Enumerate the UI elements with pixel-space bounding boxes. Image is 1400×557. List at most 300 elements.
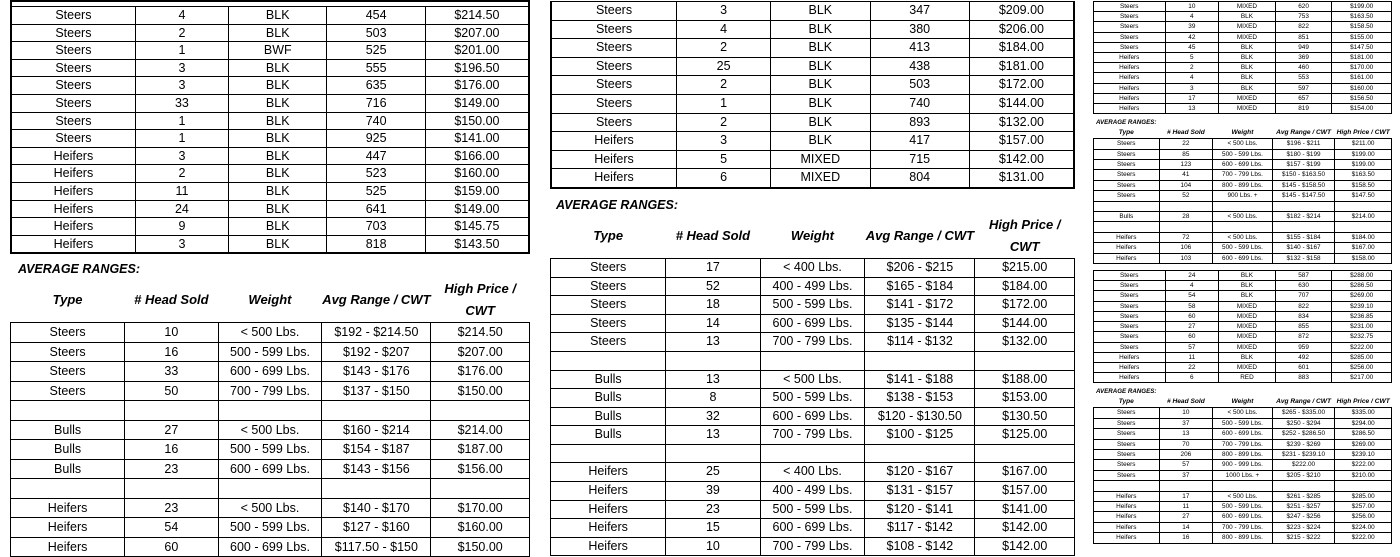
table-cell: 2 (677, 113, 771, 132)
table-cell: 3 (135, 147, 228, 165)
table-cell: Heifers (1094, 533, 1160, 543)
table-cell: 2 (135, 165, 228, 183)
table-cell: $100 - $125 (865, 426, 975, 445)
table-cell: 23 (666, 500, 760, 519)
header-high-price: High Price / CWT (444, 281, 516, 319)
header-avg-range: Avg Range / CWT (1276, 129, 1332, 137)
table-cell: MIXED (1219, 332, 1276, 342)
table-cell: Heifers (1094, 93, 1166, 103)
table-cell: Heifers (11, 147, 135, 165)
table-cell: $206 - $215 (865, 258, 975, 277)
table-cell: 10 (1165, 2, 1219, 12)
table-cell: 45 (1165, 42, 1219, 52)
header-weight: Weight (1231, 398, 1254, 406)
spacer-cell (1159, 222, 1213, 232)
table-cell: < 500 Lbs. (760, 370, 865, 389)
table-cell: Heifers (551, 132, 677, 151)
table-row (11, 59, 529, 77)
table-cell: MIXED (1219, 2, 1276, 12)
table-cell: 9 (135, 218, 228, 236)
table-row (1094, 253, 1392, 263)
table-cell: 4 (1165, 281, 1219, 291)
table-cell: 206 (1159, 449, 1213, 459)
table-cell: < 500 Lbs. (1213, 408, 1273, 418)
table-cell: Steers (1094, 42, 1166, 52)
table-cell: Heifers (11, 218, 135, 236)
table-cell: Steers (1094, 12, 1166, 22)
table-cell: Heifers (11, 498, 125, 518)
table-row (11, 440, 530, 460)
table-row (1094, 32, 1392, 42)
table-row (11, 235, 529, 253)
table-cell: $157 - $199 (1272, 160, 1335, 170)
table-cell: $269.00 (1332, 291, 1392, 301)
table-cell: 37 (1159, 418, 1213, 428)
table-cell: Heifers (11, 518, 125, 538)
table-cell: $135 - $144 (865, 314, 975, 333)
table-cell: $181.00 (1332, 53, 1392, 63)
table-cell: BLK (229, 59, 327, 77)
header-type: Type (593, 227, 624, 243)
table-row (11, 218, 529, 236)
table-cell: $150 - $163.50 (1272, 170, 1335, 180)
table-cell: BLK (229, 182, 327, 200)
spacer-cell (666, 444, 760, 463)
table-cell: MIXED (1219, 32, 1276, 42)
table-row (1094, 512, 1392, 522)
table-cell: $172.00 (975, 296, 1075, 315)
table-cell: BLK (229, 7, 327, 25)
table-cell: 1 (135, 112, 228, 130)
spacer-cell (1272, 222, 1335, 232)
table-cell: $143 - $176 (322, 362, 431, 382)
table-cell: 492 (1275, 352, 1332, 362)
header-head-sold: # Head Sold (1166, 129, 1205, 137)
right-sales-body-2 (1094, 271, 1392, 383)
left-sales-table (10, 6, 530, 254)
table-cell: BLK (229, 130, 327, 148)
table-cell: Heifers (1094, 501, 1160, 511)
spacer-cell (322, 479, 431, 499)
table-cell: $141 - $172 (865, 296, 975, 315)
table-cell: Steers (1094, 439, 1160, 449)
table-cell: 10 (1159, 408, 1213, 418)
table-cell: $188.00 (975, 370, 1075, 389)
table-cell: RED (1219, 373, 1276, 383)
table-cell: 818 (327, 235, 425, 253)
table-cell: 2 (1165, 63, 1219, 73)
table-cell: 500 - 599 Lbs. (218, 518, 322, 538)
table-row (1094, 491, 1392, 501)
table-cell: MIXED (1219, 22, 1276, 32)
table-cell: $145.75 (425, 218, 529, 236)
table-cell: 500 - 599 Lbs. (1213, 418, 1273, 428)
spacer-row (551, 351, 1075, 370)
table-row (11, 130, 529, 148)
table-cell: BLK (229, 165, 327, 183)
table-row (11, 165, 529, 183)
table-cell: $239.10 (1335, 449, 1392, 459)
table-cell: Steers (11, 77, 135, 95)
table-cell: 707 (1275, 291, 1332, 301)
table-row (551, 426, 1075, 445)
table-cell: Heifers (1094, 512, 1160, 522)
table-cell: Heifers (1094, 352, 1166, 362)
table-cell: $335.00 (1335, 408, 1392, 418)
table-row (1094, 149, 1392, 159)
table-cell: Steers (1094, 139, 1160, 149)
table-cell: $214.00 (431, 420, 530, 440)
table-row (1094, 373, 1392, 383)
spacer-row (551, 444, 1075, 463)
table-row (1094, 460, 1392, 470)
table-cell: 5 (1165, 53, 1219, 63)
table-cell: 740 (327, 112, 425, 130)
table-cell: 447 (327, 147, 425, 165)
table-cell: 27 (1165, 322, 1219, 332)
table-cell: $223 - $224 (1272, 522, 1335, 532)
table-cell: 740 (870, 94, 969, 113)
table-cell: Steers (1094, 449, 1160, 459)
spacer-cell (551, 351, 666, 370)
table-cell: 52 (666, 277, 760, 296)
table-cell: BLK (771, 113, 870, 132)
table-cell: < 500 Lbs. (218, 498, 322, 518)
table-cell: Steers (1094, 149, 1160, 159)
table-cell: 57 (1159, 460, 1213, 470)
table-cell: Steers (1094, 291, 1166, 301)
table-row (1094, 522, 1392, 532)
table-cell: Steers (11, 94, 135, 112)
table-cell: $192 - $207 (322, 342, 431, 362)
table-cell: $252 - $286.50 (1272, 429, 1335, 439)
table-cell: $215 - $222 (1272, 533, 1335, 543)
table-cell: 553 (1275, 73, 1332, 83)
spacer-cell (551, 444, 666, 463)
table-cell: 500 - 599 Lbs. (1213, 501, 1273, 511)
spacer-row (11, 401, 530, 421)
table-row (551, 57, 1074, 76)
table-cell: 500 - 599 Lbs. (218, 342, 322, 362)
table-cell: 25 (666, 463, 760, 482)
table-cell: MIXED (1219, 362, 1276, 372)
spacer-cell (1094, 481, 1160, 491)
right-sales-table-2 (1093, 270, 1392, 383)
table-cell: Heifers (1094, 373, 1166, 383)
table-cell: 17 (666, 258, 760, 277)
table-cell: $170.00 (431, 498, 530, 518)
table-row (1094, 429, 1392, 439)
table-cell: Steers (551, 314, 666, 333)
middle-average-ranges-title: AVERAGE RANGES: (556, 197, 679, 212)
table-cell: 500 - 599 Lbs. (760, 500, 865, 519)
table-cell: $125.00 (975, 426, 1075, 445)
table-cell: < 500 Lbs. (1213, 491, 1273, 501)
spacer-cell (218, 401, 322, 421)
table-cell: 819 (1275, 104, 1332, 114)
table-row (11, 498, 530, 518)
table-cell: Steers (551, 2, 677, 21)
left-column (0, 0, 540, 554)
table-row (1094, 332, 1392, 342)
table-cell: $180 - $199 (1272, 149, 1335, 159)
table-cell: 417 (870, 132, 969, 151)
table-cell: 800 - 899 Lbs. (1213, 449, 1273, 459)
table-cell: $143 - $156 (322, 459, 431, 479)
table-cell: 503 (327, 24, 425, 42)
middle-sales-table (550, 1, 1075, 189)
table-cell: Heifers (551, 150, 677, 169)
table-cell: 6 (677, 169, 771, 188)
table-cell: $170.00 (1332, 63, 1392, 73)
table-cell: $239 - $269 (1272, 439, 1335, 449)
table-row (1094, 301, 1392, 311)
table-cell: 39 (666, 482, 760, 501)
right-column (1085, 0, 1400, 542)
spacer-cell (1272, 201, 1335, 211)
table-cell: 3 (135, 77, 228, 95)
right-average-ranges-title-2: AVERAGE RANGES: (1096, 388, 1157, 396)
table-cell: 855 (1275, 322, 1332, 332)
table-cell: $132.00 (975, 333, 1075, 352)
table-cell: $224.00 (1335, 522, 1392, 532)
table-row (1094, 83, 1392, 93)
table-cell: 600 - 699 Lbs. (760, 407, 865, 426)
table-cell: 85 (1159, 149, 1213, 159)
table-cell: $250 - $294 (1272, 418, 1335, 428)
table-cell: Heifers (1094, 53, 1166, 63)
right-average-ranges-title-1: AVERAGE RANGES: (1096, 119, 1157, 127)
spacer-cell (11, 401, 125, 421)
table-cell: 33 (125, 362, 218, 382)
table-cell: 8 (666, 389, 760, 408)
table-cell: 10 (666, 537, 760, 556)
table-cell: $205 - $210 (1272, 470, 1335, 480)
table-cell: Steers (11, 59, 135, 77)
table-cell: 13 (666, 370, 760, 389)
table-cell: $158.00 (1335, 253, 1392, 263)
table-row (551, 389, 1075, 408)
table-cell: $184.00 (969, 39, 1074, 58)
table-cell: 555 (327, 59, 425, 77)
table-cell: $131 - $157 (865, 482, 975, 501)
table-cell: 587 (1275, 271, 1332, 281)
spacer-cell (1159, 481, 1213, 491)
table-cell: 18 (666, 296, 760, 315)
middle-sales-body (551, 2, 1074, 188)
spacer-cell (218, 479, 322, 499)
table-cell: Steers (1094, 191, 1160, 201)
table-row (1094, 170, 1392, 180)
table-cell: $142.00 (969, 150, 1074, 169)
left-sales-body (11, 7, 529, 254)
table-cell: BLK (229, 77, 327, 95)
table-cell: Steers (1094, 408, 1160, 418)
spacer-cell (1094, 222, 1160, 232)
table-cell: 42 (1165, 32, 1219, 42)
table-cell: 500 - 599 Lbs. (1213, 149, 1273, 159)
table-row (551, 20, 1074, 39)
table-row (11, 518, 530, 538)
table-cell: 4 (135, 7, 228, 25)
header-type: Type (1118, 129, 1134, 137)
table-cell: 657 (1275, 93, 1332, 103)
table-cell: $150.00 (425, 112, 529, 130)
table-row (1094, 449, 1392, 459)
table-row (1094, 322, 1392, 332)
right-averages-body-2 (1094, 408, 1392, 543)
left-average-ranges-title: AVERAGE RANGES: (18, 262, 141, 277)
table-cell: Heifers (11, 165, 135, 183)
table-cell: < 400 Lbs. (760, 258, 865, 277)
table-cell: 454 (327, 7, 425, 25)
table-row (11, 77, 529, 95)
table-row (551, 169, 1074, 188)
header-weight: Weight (790, 227, 835, 243)
table-cell: 3 (135, 59, 228, 77)
table-cell: 715 (870, 150, 969, 169)
header-weight: Weight (248, 292, 292, 308)
spacer-cell (865, 444, 975, 463)
table-cell: Heifers (1094, 104, 1166, 114)
table-cell: $209.00 (969, 2, 1074, 21)
table-cell: 900 Lbs. + (1213, 191, 1273, 201)
table-row (11, 42, 529, 60)
table-row (551, 113, 1074, 132)
table-cell: BLK (229, 147, 327, 165)
table-cell: $150.00 (431, 381, 530, 401)
table-cell: Heifers (551, 500, 666, 519)
table-cell: Heifers (11, 182, 135, 200)
table-cell: 23 (125, 459, 218, 479)
table-cell: BLK (771, 2, 870, 21)
table-cell: $117 - $142 (865, 519, 975, 538)
table-cell: $147.50 (1332, 42, 1392, 52)
table-cell: MIXED (1219, 104, 1276, 114)
table-cell: $140 - $170 (322, 498, 431, 518)
table-cell: 104 (1159, 180, 1213, 190)
table-cell: BLK (771, 132, 870, 151)
middle-averages-body (551, 258, 1075, 556)
table-cell: 525 (327, 182, 425, 200)
table-cell: 347 (870, 2, 969, 21)
table-row (551, 314, 1075, 333)
table-row (1094, 104, 1392, 114)
table-cell: 17 (1159, 491, 1213, 501)
table-cell: 57 (1165, 342, 1219, 352)
table-cell: $120 - $141 (865, 500, 975, 519)
table-cell: 27 (125, 420, 218, 440)
right-sales-table-1 (1093, 1, 1392, 114)
table-cell: 460 (1275, 63, 1332, 73)
table-cell: Heifers (551, 169, 677, 188)
table-cell: BLK (771, 94, 870, 113)
spacer-cell (431, 479, 530, 499)
table-cell: 72 (1159, 232, 1213, 242)
table-cell: BLK (1219, 291, 1276, 301)
table-row (551, 94, 1074, 113)
table-cell: 753 (1275, 12, 1332, 22)
table-cell: < 500 Lbs. (1213, 232, 1273, 242)
table-cell: 525 (327, 42, 425, 60)
table-cell: 16 (125, 342, 218, 362)
table-cell: $222.00 (1272, 460, 1335, 470)
table-cell: 959 (1275, 342, 1332, 352)
table-cell: 369 (1275, 53, 1332, 63)
spacer-row (11, 479, 530, 499)
table-row (11, 323, 530, 343)
left-averages-body (11, 323, 530, 557)
table-row (1094, 408, 1392, 418)
table-cell: Steers (1094, 429, 1160, 439)
table-cell: 3 (135, 235, 228, 253)
table-cell: Steers (11, 24, 135, 42)
table-cell: 50 (125, 381, 218, 401)
table-cell: $285.00 (1335, 491, 1392, 501)
table-row (551, 39, 1074, 58)
table-cell: Bulls (1094, 212, 1160, 222)
table-cell: $140 - $167 (1272, 243, 1335, 253)
table-cell: Steers (1094, 271, 1166, 281)
spacer-cell (1335, 222, 1392, 232)
table-cell: $232.75 (1332, 332, 1392, 342)
table-cell: $222.00 (1332, 342, 1392, 352)
table-cell: $144.00 (975, 314, 1075, 333)
table-cell: 16 (125, 440, 218, 460)
table-cell: BLK (1219, 42, 1276, 52)
table-cell: MIXED (771, 169, 870, 188)
table-row (1094, 232, 1392, 242)
table-row (1094, 53, 1392, 63)
table-cell: 54 (1165, 291, 1219, 301)
table-cell: Steers (1094, 22, 1166, 32)
table-cell: MIXED (771, 150, 870, 169)
table-cell: 25 (677, 57, 771, 76)
table-cell: 2 (677, 76, 771, 95)
table-cell: MIXED (1219, 342, 1276, 352)
right-sales-body-1 (1094, 2, 1392, 114)
table-cell: $163.50 (1335, 170, 1392, 180)
table-row (1094, 93, 1392, 103)
table-cell: $120 - $130.50 (865, 407, 975, 426)
table-cell: < 400 Lbs. (760, 463, 865, 482)
table-cell: MIXED (1219, 301, 1276, 311)
table-cell: BLK (771, 20, 870, 39)
table-cell: $214.50 (431, 323, 530, 343)
table-row (551, 333, 1075, 352)
table-cell: 1000 Lbs. + (1213, 470, 1273, 480)
table-row (1094, 212, 1392, 222)
table-cell: $256.00 (1335, 512, 1392, 522)
table-cell: 700 - 799 Lbs. (1213, 522, 1273, 532)
table-cell: $207.00 (425, 24, 529, 42)
table-row (551, 258, 1075, 277)
table-cell: $166.00 (425, 147, 529, 165)
spacer-cell (1213, 481, 1273, 491)
table-cell: $158.50 (1335, 180, 1392, 190)
table-cell: Steers (1094, 322, 1166, 332)
table-cell: $154.00 (1332, 104, 1392, 114)
table-cell: 601 (1275, 362, 1332, 372)
header-avg-range: Avg Range / CWT (322, 292, 431, 308)
table-cell: $207.00 (431, 342, 530, 362)
table-row (11, 7, 529, 25)
table-cell: $211.00 (1335, 139, 1392, 149)
spacer-cell (1159, 201, 1213, 211)
header-head-sold: # Head Sold (134, 292, 209, 308)
table-cell: $172.00 (969, 76, 1074, 95)
table-cell: 13 (1165, 104, 1219, 114)
